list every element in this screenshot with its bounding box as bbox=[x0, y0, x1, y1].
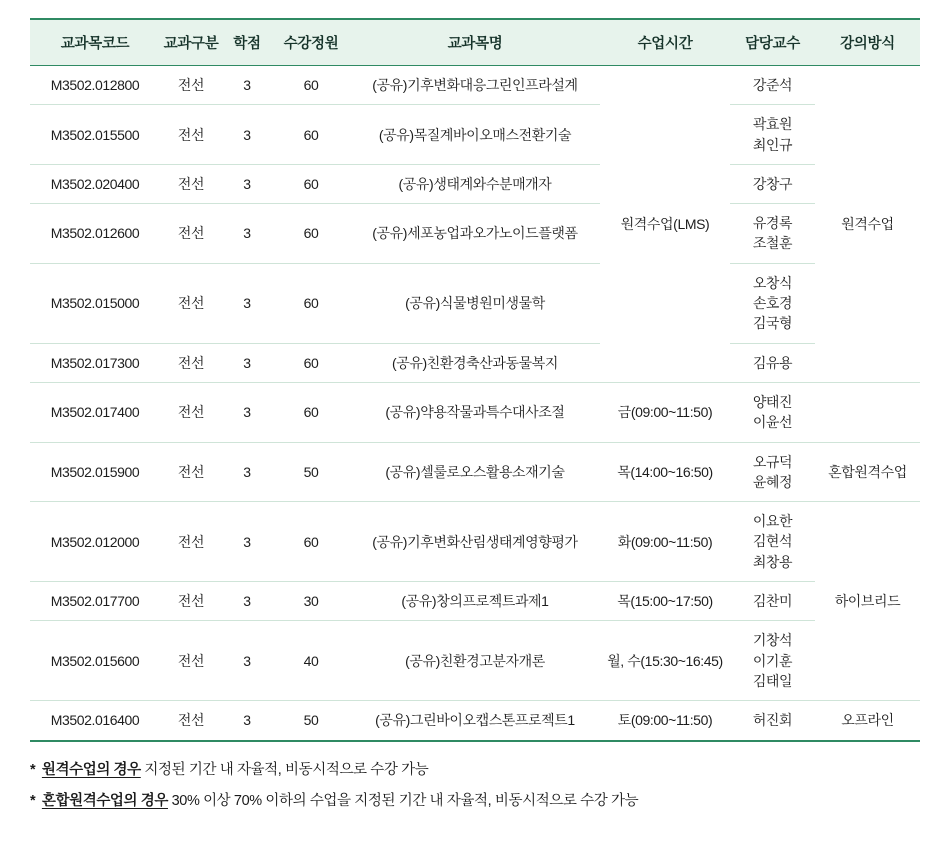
cell-professor: 곽효원 최인규 bbox=[730, 105, 815, 165]
cell-method-offline: 오프라인 bbox=[815, 701, 920, 741]
cell-title: (공유)셀룰로오스활용소재기술 bbox=[350, 442, 600, 502]
cell-code: M3502.020400 bbox=[30, 164, 160, 203]
table-row bbox=[30, 502, 920, 582]
cell-category: 전선 bbox=[160, 105, 222, 165]
table-row bbox=[30, 164, 920, 203]
column-header-title: 교과목명 bbox=[350, 19, 600, 66]
cell-credit: 3 bbox=[222, 701, 272, 741]
cell-professor: 유경록 조철훈 bbox=[730, 204, 815, 264]
footnote-marker: * bbox=[30, 761, 36, 778]
cell-code: M3502.015600 bbox=[30, 621, 160, 701]
table-row bbox=[30, 442, 920, 502]
table-row bbox=[30, 382, 920, 442]
cell-credit: 3 bbox=[222, 105, 272, 165]
cell-credit: 3 bbox=[222, 204, 272, 264]
cell-professor: 강준석 bbox=[730, 66, 815, 105]
cell-category: 전선 bbox=[160, 263, 222, 343]
cell-capacity: 40 bbox=[272, 621, 350, 701]
cell-credit: 3 bbox=[222, 442, 272, 502]
footnote-strong: 혼합원격수업의 경우 bbox=[41, 792, 168, 809]
cell-category: 전선 bbox=[160, 621, 222, 701]
cell-credit: 3 bbox=[222, 343, 272, 382]
cell-title: (공유)세포농업과오가노이드플랫폼 bbox=[350, 204, 600, 264]
cell-code: M3502.017700 bbox=[30, 582, 160, 621]
cell-code: M3502.015500 bbox=[30, 105, 160, 165]
cell-capacity: 50 bbox=[272, 701, 350, 741]
table-row bbox=[30, 621, 920, 701]
cell-capacity: 60 bbox=[272, 263, 350, 343]
table-body bbox=[30, 66, 920, 741]
column-header-credit: 학점 bbox=[222, 19, 272, 66]
cell-code: M3502.012800 bbox=[30, 66, 160, 105]
cell-professor: 오규덕 윤혜정 bbox=[730, 442, 815, 502]
cell-category: 전선 bbox=[160, 502, 222, 582]
column-header-method: 강의방식 bbox=[815, 19, 920, 66]
cell-title: (공유)약용작물과특수대사조절 bbox=[350, 382, 600, 442]
cell-code: M3502.012000 bbox=[30, 502, 160, 582]
cell-title: (공유)기후변화산림생태계영향평가 bbox=[350, 502, 600, 582]
cell-time: 목(15:00~17:50) bbox=[600, 582, 730, 621]
table-row bbox=[30, 204, 920, 264]
cell-code: M3502.015000 bbox=[30, 263, 160, 343]
cell-method-hybrid: 하이브리드 bbox=[815, 502, 920, 701]
cell-category: 전선 bbox=[160, 343, 222, 382]
cell-credit: 3 bbox=[222, 164, 272, 203]
column-header-professor: 담당교수 bbox=[730, 19, 815, 66]
cell-credit: 3 bbox=[222, 621, 272, 701]
cell-method-remote: 원격수업 bbox=[815, 66, 920, 383]
cell-title: (공유)친환경고분자개론 bbox=[350, 621, 600, 701]
column-header-time: 수업시간 bbox=[600, 19, 730, 66]
cell-capacity: 30 bbox=[272, 582, 350, 621]
column-header-capacity: 수강정원 bbox=[272, 19, 350, 66]
cell-capacity: 60 bbox=[272, 164, 350, 203]
table-row bbox=[30, 105, 920, 165]
cell-code: M3502.017300 bbox=[30, 343, 160, 382]
cell-code: M3502.015900 bbox=[30, 442, 160, 502]
cell-professor: 오창식 손호경 김국형 bbox=[730, 263, 815, 343]
cell-title: (공유)기후변화대응그린인프라설계 bbox=[350, 66, 600, 105]
cell-code: M3502.016400 bbox=[30, 701, 160, 741]
table-row bbox=[30, 263, 920, 343]
footnote-remote bbox=[30, 758, 920, 779]
cell-category: 전선 bbox=[160, 582, 222, 621]
cell-method-blended: 혼합원격수업 bbox=[815, 442, 920, 502]
cell-professor: 김찬미 bbox=[730, 582, 815, 621]
cell-time: 목(14:00~16:50) bbox=[600, 442, 730, 502]
table-row bbox=[30, 701, 920, 741]
cell-category: 전선 bbox=[160, 382, 222, 442]
cell-professor: 김유용 bbox=[730, 343, 815, 382]
cell-capacity: 60 bbox=[272, 382, 350, 442]
cell-capacity: 60 bbox=[272, 204, 350, 264]
cell-capacity: 60 bbox=[272, 502, 350, 582]
footnotes bbox=[30, 758, 920, 810]
cell-method-empty bbox=[815, 382, 920, 442]
cell-professor: 양태진 이윤선 bbox=[730, 382, 815, 442]
cell-credit: 3 bbox=[222, 66, 272, 105]
cell-code: M3502.017400 bbox=[30, 382, 160, 442]
course-table bbox=[30, 18, 920, 742]
cell-capacity: 60 bbox=[272, 343, 350, 382]
cell-title: (공유)생태계와수분매개자 bbox=[350, 164, 600, 203]
cell-capacity: 60 bbox=[272, 66, 350, 105]
cell-time: 월, 수(15:30~16:45) bbox=[600, 621, 730, 701]
cell-capacity: 60 bbox=[272, 105, 350, 165]
cell-professor: 허진회 bbox=[730, 701, 815, 741]
cell-title: (공유)목질계바이오매스전환기술 bbox=[350, 105, 600, 165]
cell-title: (공유)창의프로젝트과제1 bbox=[350, 582, 600, 621]
cell-capacity: 50 bbox=[272, 442, 350, 502]
cell-credit: 3 bbox=[222, 263, 272, 343]
cell-professor: 이요한 김현석 최창용 bbox=[730, 502, 815, 582]
table-header bbox=[30, 19, 920, 66]
footnote-strong: 원격수업의 경우 bbox=[41, 761, 141, 778]
cell-title: (공유)친환경축산과동물복지 bbox=[350, 343, 600, 382]
cell-title: (공유)식물병원미생물학 bbox=[350, 263, 600, 343]
cell-category: 전선 bbox=[160, 701, 222, 741]
cell-credit: 3 bbox=[222, 502, 272, 582]
cell-code: M3502.012600 bbox=[30, 204, 160, 264]
table-row bbox=[30, 582, 920, 621]
footnote-text: 지정된 기간 내 자율적, 비동시적으로 수강 가능 bbox=[144, 761, 429, 778]
cell-professor: 기창석 이기훈 김태일 bbox=[730, 621, 815, 701]
cell-title: (공유)그린바이오캡스톤프로젝트1 bbox=[350, 701, 600, 741]
cell-credit: 3 bbox=[222, 582, 272, 621]
cell-credit: 3 bbox=[222, 382, 272, 442]
column-header-code: 교과목코드 bbox=[30, 19, 160, 66]
footnote-blended bbox=[30, 789, 920, 810]
footnote-marker: * bbox=[30, 792, 36, 809]
cell-time: 화(09:00~11:50) bbox=[600, 502, 730, 582]
cell-time: 금(09:00~11:50) bbox=[600, 382, 730, 442]
cell-time: 토(09:00~11:50) bbox=[600, 701, 730, 741]
table-row bbox=[30, 66, 920, 105]
column-header-category: 교과구분 bbox=[160, 19, 222, 66]
cell-category: 전선 bbox=[160, 66, 222, 105]
cell-category: 전선 bbox=[160, 442, 222, 502]
footnote-text: 30% 이상 70% 이하의 수업을 지정된 기간 내 자율적, 비동시적으로 수강 가능 bbox=[171, 792, 639, 809]
cell-category: 전선 bbox=[160, 204, 222, 264]
cell-time-remote: 원격수업(LMS) bbox=[600, 66, 730, 383]
table-header-row bbox=[30, 19, 920, 66]
cell-category: 전선 bbox=[160, 164, 222, 203]
cell-professor: 강창구 bbox=[730, 164, 815, 203]
table-row bbox=[30, 343, 920, 382]
